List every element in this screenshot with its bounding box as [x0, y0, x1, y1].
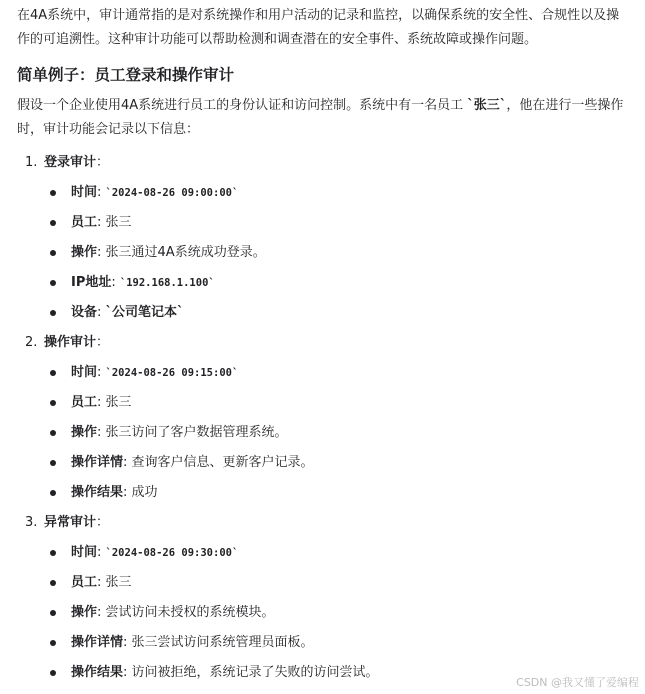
- bullet-dot-icon: [50, 550, 56, 556]
- audit-detail-item: [17, 358, 629, 388]
- detail-label: 时间: [71, 185, 98, 200]
- detail-separator: :: [123, 635, 132, 650]
- detail-separator: :: [97, 215, 106, 230]
- audit-detail-item: [17, 418, 629, 448]
- section-heading: 简单例子：员工登录和操作审计: [17, 66, 235, 84]
- detail-label: 操作结果: [71, 485, 124, 500]
- section-title-colon: ：: [96, 515, 110, 530]
- detail-separator: :: [97, 185, 106, 200]
- bullet-dot-icon: [50, 190, 56, 196]
- audit-detail-item: [17, 178, 629, 208]
- bullet-dot-icon: [50, 280, 56, 286]
- detail-label: 员工: [71, 575, 98, 590]
- section-number: 1.: [25, 155, 38, 170]
- detail-label: 时间: [71, 365, 98, 380]
- detail-label: 员工: [71, 395, 98, 410]
- detail-separator: :: [97, 305, 106, 320]
- bullet-dot-icon: [50, 460, 56, 466]
- audit-section-title: [17, 508, 629, 538]
- audit-section-title: [17, 148, 629, 178]
- example-paragraph: [17, 94, 629, 142]
- audit-section-title: [17, 328, 629, 358]
- example-text-before: 假设一个企业使用4A系统进行员工的身份认证和访问控制。系统中有一名员工: [17, 98, 468, 113]
- detail-label: 操作: [71, 425, 98, 440]
- detail-value: `2024-08-26 09:00:00`: [105, 187, 239, 199]
- detail-separator: :: [111, 275, 120, 290]
- audit-detail-item: [17, 568, 629, 598]
- bullet-dot-icon: [50, 490, 56, 496]
- detail-value: `2024-08-26 09:30:00`: [105, 547, 239, 559]
- detail-value: 张三尝试访问系统管理员面板。: [131, 635, 314, 650]
- detail-value: 张三访问了客户数据管理系统。: [105, 425, 288, 440]
- detail-separator: :: [123, 455, 132, 470]
- audit-detail-list: [17, 178, 629, 328]
- detail-separator: :: [97, 395, 106, 410]
- audit-detail-item: [17, 238, 629, 268]
- intro-paragraph: 在4A系统中，审计通常指的是对系统操作和用户活动的记录和监控，以确保系统的安全性、合规性以及操作的可追溯性。这种审计功能可以帮助检测和调查潜在的安全事件、系统故障或操作问题。: [17, 8, 620, 47]
- bullet-dot-icon: [50, 400, 56, 406]
- detail-separator: :: [97, 365, 106, 380]
- bullet-dot-icon: [50, 430, 56, 436]
- csdn-watermark: CSDN @我又懂了爱编程: [516, 676, 639, 689]
- bullet-dot-icon: [50, 610, 56, 616]
- article-body: [17, 4, 629, 688]
- detail-value: 张三: [105, 575, 132, 590]
- section-title-text: 异常审计: [44, 515, 97, 530]
- detail-label: 操作: [71, 605, 98, 620]
- detail-label: 时间: [71, 545, 98, 560]
- detail-value: 张三通过4A系统成功登录。: [105, 245, 266, 260]
- section-title-text: 登录审计: [44, 155, 97, 170]
- bullet-dot-icon: [50, 370, 56, 376]
- audit-detail-list: [17, 538, 629, 688]
- detail-value: 尝试访问未授权的系统模块。: [105, 605, 275, 620]
- example-text-after: ，他在进行一些操作时，审计功能会记录以下信息：: [17, 98, 624, 137]
- bullet-dot-icon: [50, 220, 56, 226]
- employee-name: `张三`: [467, 98, 507, 113]
- detail-separator: :: [97, 605, 106, 620]
- bullet-dot-icon: [50, 310, 56, 316]
- detail-separator: :: [97, 425, 106, 440]
- detail-label: 操作详情: [71, 455, 124, 470]
- detail-value: `2024-08-26 09:15:00`: [105, 367, 239, 379]
- detail-label: 操作结果: [71, 665, 124, 680]
- audit-detail-item: [17, 208, 629, 238]
- detail-separator: :: [123, 665, 132, 680]
- section-number: 3.: [25, 515, 38, 530]
- section-title-colon: ：: [96, 335, 110, 350]
- detail-label: 操作: [71, 245, 98, 260]
- detail-label: 操作详情: [71, 635, 124, 650]
- detail-value: 成功: [131, 485, 158, 500]
- detail-label: 设备: [71, 305, 98, 320]
- detail-label: IP地址: [71, 275, 112, 290]
- audit-section-list: [17, 148, 629, 688]
- detail-separator: :: [97, 245, 106, 260]
- detail-value: 张三: [105, 215, 132, 230]
- detail-value: 张三: [105, 395, 132, 410]
- bullet-dot-icon: [50, 250, 56, 256]
- section-number: 2.: [25, 335, 38, 350]
- audit-detail-item: [17, 478, 629, 508]
- audit-detail-item: [17, 448, 629, 478]
- audit-detail-item: [17, 268, 629, 298]
- audit-detail-item: [17, 388, 629, 418]
- detail-value: 访问被拒绝，系统记录了失败的访问尝试。: [131, 665, 379, 680]
- section-title-text: 操作审计: [44, 335, 97, 350]
- bullet-dot-icon: [50, 580, 56, 586]
- detail-separator: :: [123, 485, 132, 500]
- audit-detail-item: [17, 628, 629, 658]
- detail-separator: :: [97, 545, 106, 560]
- bullet-dot-icon: [50, 640, 56, 646]
- audit-detail-list: [17, 358, 629, 508]
- audit-section: [17, 148, 629, 328]
- detail-value: `192.168.1.100`: [119, 277, 215, 289]
- audit-detail-item: [17, 598, 629, 628]
- detail-value: 查询客户信息、更新客户记录。: [131, 455, 314, 470]
- detail-value: `公司笔记本`: [105, 305, 184, 320]
- audit-section: [17, 328, 629, 508]
- audit-detail-item: [17, 298, 629, 328]
- audit-detail-item: [17, 538, 629, 568]
- bullet-dot-icon: [50, 670, 56, 676]
- detail-label: 员工: [71, 215, 98, 230]
- detail-separator: :: [97, 575, 106, 590]
- section-title-colon: ：: [96, 155, 110, 170]
- audit-section: [17, 508, 629, 688]
